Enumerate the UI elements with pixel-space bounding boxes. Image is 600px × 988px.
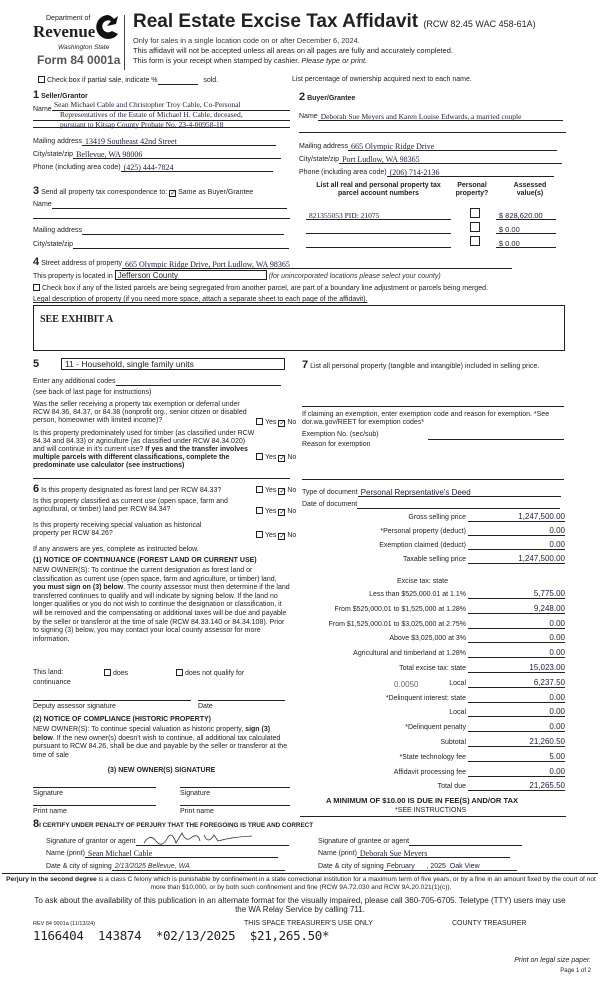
grantor-signature-field	[46, 837, 289, 846]
local-rate: 0.0050	[394, 680, 419, 689]
mail-label: Mailing address	[299, 142, 349, 150]
grantee-date-input[interactable]: February , 2025 Oak View	[384, 862, 517, 871]
grantee-signature-field	[318, 837, 522, 846]
signature-label: Signature	[180, 790, 210, 797]
row-label: Total excise tax: state	[399, 664, 466, 672]
additional-codes-field	[33, 378, 281, 386]
notice-continuance-title: (1) NOTICE OF CONTINUANCE (FOREST LAND OR CURRENT USE)	[33, 557, 257, 564]
street-label: Street address of property	[41, 260, 123, 267]
section-number: 2	[299, 91, 306, 103]
no-label: No	[287, 532, 297, 539]
seller-mail-field	[33, 137, 276, 146]
grantee-signature[interactable]	[409, 837, 522, 846]
row-label: Local	[449, 709, 466, 717]
seller-mail-input[interactable]: 13419 Southeast 42nd Street	[82, 137, 276, 146]
row-value[interactable]: 0.00	[468, 619, 565, 629]
new-owner-signature-title: (3) NEW OWNER(S) SIGNATURE	[107, 767, 216, 774]
docdate-field	[302, 500, 560, 509]
title-rcw: (RCW 82.45 WAC 458-61A)	[423, 19, 536, 29]
codes-label: Enter any additional codes	[33, 378, 116, 385]
row-label: Taxable selling price	[402, 555, 466, 563]
tax-row	[300, 604, 565, 614]
tax-row	[300, 619, 565, 629]
row-label: *State technology fee	[399, 753, 466, 761]
title-text: Real Estate Excise Tax Affidavit	[133, 11, 419, 32]
exemption-no-label: Exemption No. (sec/sub)	[302, 431, 379, 438]
yes-no	[256, 507, 296, 516]
pp-label: List all personal property (tangible and intangible) included in selling price.	[310, 363, 540, 370]
grantor-name-input[interactable]: Sean Michael Cable	[85, 849, 278, 858]
buyer-phone-field	[299, 168, 554, 177]
section-number: 4	[33, 256, 40, 268]
no-label: No	[287, 419, 297, 426]
section-number: 1	[33, 89, 40, 101]
row-label: Less than $525,000.01 at 1.1%	[369, 590, 466, 598]
row-label: Agricultural and timberland at 1.28%	[353, 650, 466, 658]
if-yes-note: If any answers are yes, complete as instructed below.	[33, 546, 199, 553]
header-divider	[124, 15, 125, 70]
row-label: Subtotal	[440, 738, 466, 746]
parcel-row	[306, 222, 556, 234]
timber-bold: If yes and the transfer involves multiple parcels with different classifications, complete the predominate use calculator (see instructions)	[33, 446, 248, 470]
section-number: 5	[33, 358, 40, 370]
section-number: 3	[33, 185, 40, 197]
notice-text: NEW OWNER(S): To continue the current designation as forest land or classification as current use (open space, farm and agriculture, or timber) land,	[33, 567, 277, 583]
tax-row	[300, 526, 565, 536]
buyer-city-input[interactable]: Port Ludlow, WA 98365	[339, 155, 562, 164]
legal-label: Legal description of property (if you need more space, attach a separate sheet to each page of the affidavit).	[33, 296, 368, 303]
seller-name-2[interactable]: Representatives of the Estate of Michael H. Cable, deceased,	[60, 110, 243, 119]
yes-checkbox[interactable]	[256, 453, 263, 460]
print-name-label: Print name	[180, 808, 214, 815]
does-checkbox[interactable]	[104, 669, 111, 676]
mail-label: Mailing address	[33, 137, 83, 145]
parcel-row	[306, 208, 556, 220]
current-use-question: Is this property classified as current use (open space, farm and agricultural, or timber) land per RCW 84.34?	[33, 498, 228, 514]
personal-property-question	[302, 357, 562, 374]
reason-label: Reason for exemption	[302, 441, 371, 448]
tax-row	[300, 540, 565, 550]
continuance-label: continuance	[33, 679, 71, 686]
corr-name-field	[33, 200, 287, 209]
grantee-date-field	[318, 862, 517, 871]
personal-property-checkbox[interactable]	[470, 236, 480, 246]
subtitle-2: This affidavit will not be accepted unless all areas on all pages are fully and accurately completed.	[133, 46, 453, 55]
perjury-note	[4, 876, 598, 891]
codes-note: (see back of last page for instructions)	[33, 389, 152, 396]
partial-sale	[38, 76, 218, 85]
seller-name-label: Name	[33, 106, 52, 113]
tax-row	[300, 663, 565, 673]
yes-label: Yes	[265, 532, 277, 539]
notice-compliance-text	[33, 726, 290, 760]
docdate-input[interactable]	[357, 500, 560, 509]
name-label: Name	[299, 112, 318, 120]
personal-property-checkbox[interactable]	[470, 208, 480, 218]
exemption-intro: If claiming an exemption, enter exemption code and reason for exemption. *See dor.wa.gov/REET for exemption codes*	[302, 411, 550, 427]
name-label: Name	[33, 200, 52, 208]
tax-row	[300, 589, 565, 599]
tax-row	[300, 693, 565, 703]
logo-revenue: Revenue	[33, 22, 96, 41]
county-note: (for unincorporated locations please select your county)	[268, 273, 441, 280]
logo-state: Washington State	[58, 44, 110, 51]
buyer-title: Buyer/Grantee	[307, 95, 356, 102]
forest-text: Is this property designated as forest land per RCW 84.33?	[41, 487, 222, 494]
grantor-name-field	[46, 849, 278, 858]
seller-title: Seller/Grantor	[41, 93, 88, 100]
yes-label: Yes	[265, 419, 277, 426]
row-value[interactable]: 0.00	[468, 722, 565, 732]
city-label: City/state/zip	[299, 155, 340, 163]
tax-row	[300, 512, 565, 522]
partial-percent-field[interactable]	[158, 78, 198, 85]
legal-paper-note: Print on legal size paper.	[514, 957, 591, 964]
no-checkbox[interactable]: ✓	[279, 533, 286, 540]
row-value[interactable]: 5.00	[468, 752, 565, 762]
grantor-signature[interactable]	[136, 837, 289, 846]
page-number: Page 1 of 2	[560, 968, 591, 974]
corr-heading	[33, 185, 253, 198]
buyer-city-field	[299, 155, 562, 164]
logo-mark-icon	[96, 14, 120, 40]
handwritten-signature-icon	[142, 831, 262, 845]
seller-name-3[interactable]: pursuant to Kitsap County Probate No. 23-4-00958-18	[60, 120, 224, 129]
ownership-note: List percentage of ownership acquired next to each name.	[292, 76, 472, 83]
county-select[interactable]: Jefferson County	[115, 270, 267, 280]
parcel-header-2	[452, 182, 492, 198]
date-label: Date & city of signing	[46, 862, 112, 870]
corr-city-input[interactable]	[73, 240, 289, 249]
tax-row	[300, 707, 565, 717]
assessed-value-input[interactable]: $ 0.00	[496, 239, 556, 248]
perjury-bold: Perjury in the second degree	[6, 876, 97, 883]
legal-description-box[interactable]: SEE EXHIBIT A	[33, 305, 565, 351]
sig-label: Signature of grantee or agent	[318, 837, 410, 845]
does-option	[104, 669, 128, 678]
no-checkbox[interactable]: ✓	[279, 420, 286, 427]
does-not-checkbox[interactable]	[176, 669, 183, 676]
mail-label: Mailing address	[33, 226, 83, 234]
row-label: Total due	[437, 783, 466, 791]
signature-label: Signature	[33, 790, 63, 797]
city-label: City/state/zip	[33, 150, 74, 158]
no-checkbox[interactable]: ✓	[279, 509, 286, 516]
name-label: Name (print)	[318, 849, 357, 857]
no-label: No	[287, 487, 297, 494]
treasurer-receipt-stamp: 1166404 143874 *02/13/2025 $21,265.50*	[33, 928, 330, 943]
tax-row	[300, 722, 565, 732]
certify-title: I CERTIFY UNDER PENALTY OF PERJURY THAT THE FOREGOING IS TRUE AND CORRECT	[39, 822, 314, 829]
buyer-phone-input[interactable]: (206) 714-2136	[387, 168, 554, 177]
buyer-mail-input[interactable]: 665 Olympic Ridge Drive	[348, 142, 557, 151]
row-label: *Delinquent interest: state	[385, 694, 466, 702]
treasurer-use-label: THIS SPACE TREASURER'S USE ONLY	[244, 920, 373, 927]
row-value[interactable]: 0.00	[468, 540, 565, 550]
docdate-label: Date of document	[302, 500, 358, 508]
section-number: 7	[302, 359, 309, 371]
subtitle-3-italic: Please type or print.	[301, 56, 368, 65]
parcel-row	[306, 236, 556, 248]
corr-mail-field	[33, 226, 284, 235]
name-label: Name (print)	[46, 849, 85, 857]
buyer-heading	[299, 91, 355, 104]
personal-property-checkbox[interactable]	[470, 222, 480, 232]
row-value[interactable]: 0.00	[468, 693, 565, 703]
segregation-label: Check box if any of the listed parcels are being segregated from another parcel, are part of a boundary line adjustment or parcels being merged.	[42, 285, 488, 292]
row-value[interactable]: 0.00	[468, 707, 565, 717]
parcel-number-input[interactable]	[306, 239, 451, 248]
buyer-mail-field	[299, 142, 557, 151]
minimum-due-note: A MINIMUM OF $10.00 IS DUE IN FEE(S) AND/OR TAX	[326, 796, 519, 805]
header-line: property?	[455, 190, 489, 198]
row-label: From $1,525,000.01 to $3,025,000 at 2.75%	[328, 620, 466, 628]
row-value[interactable]: 0.00	[468, 767, 565, 777]
yes-label: Yes	[265, 487, 277, 494]
does-label: does	[113, 670, 129, 677]
land-use-code-select[interactable]: 11 - Household, single family units	[61, 358, 285, 370]
seller-name-1[interactable]: Sean Michael Cable and Christopher Troy Cable, Co-Personal	[54, 100, 241, 109]
located-label: This property is located in	[33, 273, 113, 280]
grantor-date-field	[46, 862, 285, 871]
street-field	[33, 256, 512, 269]
notice-bold: sign (3) below	[33, 726, 271, 742]
assessed-value-input[interactable]: $ 828,620.00	[496, 211, 556, 220]
tax-row	[300, 633, 565, 643]
yes-no	[256, 486, 296, 495]
section-number: 8	[33, 818, 40, 830]
grantee-name-input[interactable]: Deborah Sue Meyers	[357, 849, 510, 858]
seller-phone-input[interactable]: (425) 444-7824	[121, 163, 273, 172]
row-value[interactable]: 0.00	[468, 526, 565, 536]
date-label: Date	[198, 703, 213, 710]
row-label: Exemption claimed (deduct)	[379, 541, 466, 549]
partial-sale-checkbox[interactable]	[38, 76, 45, 83]
grantor-date-input[interactable]: 2/13/2025 Bellevue, WA	[112, 862, 285, 871]
corr-name-input[interactable]	[52, 200, 287, 209]
print-name-label: Print name	[33, 808, 67, 815]
row-label: Local	[449, 679, 466, 687]
no-label: No	[287, 508, 297, 515]
header-line: Personal	[457, 182, 487, 189]
tax-row	[300, 767, 565, 777]
tax-row	[300, 752, 565, 762]
doctype-label: Type of document	[302, 488, 358, 496]
perjury-text: is a class C felony which is punishable by confinement in a state correctional institution for a maximum term of five years, or by a fine in an amount fixed by the court of not more than $10,000, or by both such confinement and fine (RCW 9A.72.030 and RCW 9A.20.021(1)(c)).	[96, 876, 596, 891]
yes-no	[256, 418, 296, 427]
row-label: From $525,000.01 to $1,525,000 at 1.28%	[334, 605, 466, 613]
does-not-label: does not qualify for	[185, 670, 245, 677]
county-field	[33, 270, 441, 281]
notice-bold: you must sign on (3) below	[33, 584, 124, 592]
tax-row	[300, 678, 565, 688]
row-value[interactable]: 1,247,500.00	[468, 554, 565, 564]
assessed-value-input[interactable]: $ 0.00	[496, 225, 556, 234]
timber-text: Is this property predominately used for timber (as classified under RCW 84.34 and 84.33) or agriculture (as classified under RCW 84.34.020) and will continue in it's current use?	[33, 430, 255, 454]
phone-label: Phone (including area code)	[33, 163, 121, 171]
buyer-name-input[interactable]: Deborah Sue Meyers and Karen Louise Edwards, a married couple	[318, 112, 563, 121]
timber-question	[33, 430, 255, 470]
row-value[interactable]: 0.00	[468, 633, 565, 643]
parcel-number-input[interactable]: 821355053 PID: 21075	[306, 211, 451, 220]
yes-checkbox[interactable]	[256, 486, 263, 493]
header-line: parcel account numbers	[338, 190, 419, 198]
alt-format-note: To ask about the availability of this publication in an alternate format for the visually impaired, please call 360-705-6705. Teletype (TTY) users may use the WA Relay Service by calling 711.	[34, 896, 566, 915]
row-value[interactable]: 15,023.00	[468, 663, 565, 673]
corr-label: Send all property tax correspondence to:	[41, 189, 168, 196]
partial-sold-label: sold.	[203, 77, 219, 84]
tax-row	[300, 781, 565, 791]
exemption-question: Was the seller receiving a property tax exemption or deferral under RCW 84.36, 84.37, or 84.38 (nonprofit org., senior citizen or disabled person, homeowner with limited income)?	[33, 401, 247, 425]
deputy-signature-label: Deputy assessor signature	[33, 703, 116, 710]
yes-checkbox[interactable]	[256, 531, 263, 538]
logo-dept: Department of	[46, 15, 91, 22]
yes-checkbox[interactable]	[256, 507, 263, 514]
same-as-buyer-checkbox[interactable]: ✓	[170, 190, 176, 197]
tax-row	[300, 554, 565, 564]
header-line: List all real and personal property tax	[316, 182, 441, 189]
form-title	[133, 11, 536, 33]
partial-sale-label: Check box if partial sale, indicate %	[47, 77, 158, 84]
seller-city-field	[33, 150, 281, 159]
notice-compliance-title: (2) NOTICE OF COMPLIANCE (HISTORIC PROPERTY)	[33, 716, 211, 723]
yes-label: Yes	[265, 454, 277, 461]
header-line: value(s)	[516, 190, 544, 198]
corr-mail-input[interactable]	[82, 226, 284, 235]
doctype-field	[302, 488, 561, 497]
parcel-number-input[interactable]	[306, 225, 451, 234]
forest-question	[33, 483, 255, 496]
doctype-input[interactable]: Personal Reprsentative's Deed	[358, 488, 561, 497]
header-line: Assessed	[513, 182, 547, 189]
county-treasurer-label: COUNTY TREASURER	[452, 920, 527, 927]
form-number: Form 84 0001a	[37, 53, 121, 67]
buyer-name-field	[299, 112, 563, 121]
city-label: City/state/zip	[33, 240, 74, 248]
date-label: Date & city of signing	[318, 862, 384, 870]
row-value[interactable]: 21,265.50	[468, 781, 565, 791]
same-as-buyer-label: Same as Buyer/Grantee	[178, 189, 254, 196]
notice-text: . The county assessor must then determine if the land transferred continues to qualify and will indicate by signing below. If the land no longer qualifies or you do not wish to continue the designation or classification, it will be removed and the compensating or additional taxes will be due and payable by the seller or transferor at the time of sale (RCW 84.33.140 or 84.34.108). Prior to signing (3) below, you may contact your local county assessor for more information.	[33, 584, 290, 643]
notice-text: . If the new owner(s) doesn't wish to continue, all additional tax calculated pursuant to RCW 84.26, shall be due and payable by the seller or transferor at the time of sale	[33, 734, 288, 759]
street-input[interactable]: 665 Olympic Ridge Drive, Port Ludlow, WA 98365	[122, 260, 512, 269]
subtitle-3	[133, 57, 367, 66]
tax-row	[300, 737, 565, 747]
segregation-checkbox[interactable]	[33, 284, 40, 291]
yes-no	[256, 531, 296, 540]
excise-heading: Excise tax: state	[397, 578, 448, 585]
no-checkbox[interactable]: ✓	[279, 488, 286, 495]
grantee-name-field	[318, 849, 510, 858]
tax-row	[300, 648, 565, 658]
parcel-header-3	[500, 182, 560, 198]
no-checkbox[interactable]: ✓	[279, 455, 286, 462]
corr-city-field	[33, 240, 289, 249]
row-value[interactable]: 21,260.50	[468, 737, 565, 747]
see-instructions: *SEE INSTRUCTIONS	[395, 807, 467, 814]
row-value[interactable]: 9,248.00	[468, 604, 565, 614]
segregation	[33, 284, 488, 293]
historic-question: Is this property receiving special valuation as historical property per RCW 84.26?	[33, 522, 202, 538]
certify-heading	[33, 818, 313, 831]
row-value[interactable]: 0.00	[468, 648, 565, 658]
sig-label: Signature of grantor or agent	[46, 837, 136, 845]
phone-label: Phone (including area code)	[299, 168, 387, 176]
parcel-header-1	[306, 182, 451, 198]
row-label: Gross selling price	[408, 513, 466, 521]
subtitle-1: Only for sales in a single location code on or after December 6, 2024.	[133, 36, 360, 45]
row-label: *Delinquent penalty	[405, 724, 466, 732]
land-label: This land:	[33, 669, 64, 676]
additional-codes-input[interactable]	[116, 379, 281, 386]
does-not-option	[176, 669, 244, 678]
seller-city-input[interactable]: Bellevue, WA 98006	[73, 150, 281, 159]
row-value[interactable]: 5,775.00	[468, 589, 565, 599]
notice-text: NEW OWNER(S): To continue special valuation as historic property,	[33, 726, 244, 733]
revision-code: REV 84 0001a (11/13/24)	[33, 921, 95, 927]
notice-continuance-text	[33, 567, 290, 644]
no-label: No	[287, 454, 297, 461]
subtitle-3-text: This form is your receipt when stamped by cashier.	[133, 56, 300, 65]
section-number: 6	[33, 483, 40, 495]
row-label: Above $3,025,000 at 3%	[389, 635, 466, 643]
yes-no	[256, 453, 296, 462]
yes-checkbox[interactable]	[256, 418, 263, 425]
yes-label: Yes	[265, 508, 277, 515]
row-value[interactable]: 6,237.50	[468, 678, 565, 688]
seller-phone-field	[33, 163, 273, 172]
row-value[interactable]: 1,247,500.00	[468, 512, 565, 522]
row-label: *Personal property (deduct)	[380, 527, 466, 535]
row-label: Affidavit processing fee	[393, 768, 466, 776]
